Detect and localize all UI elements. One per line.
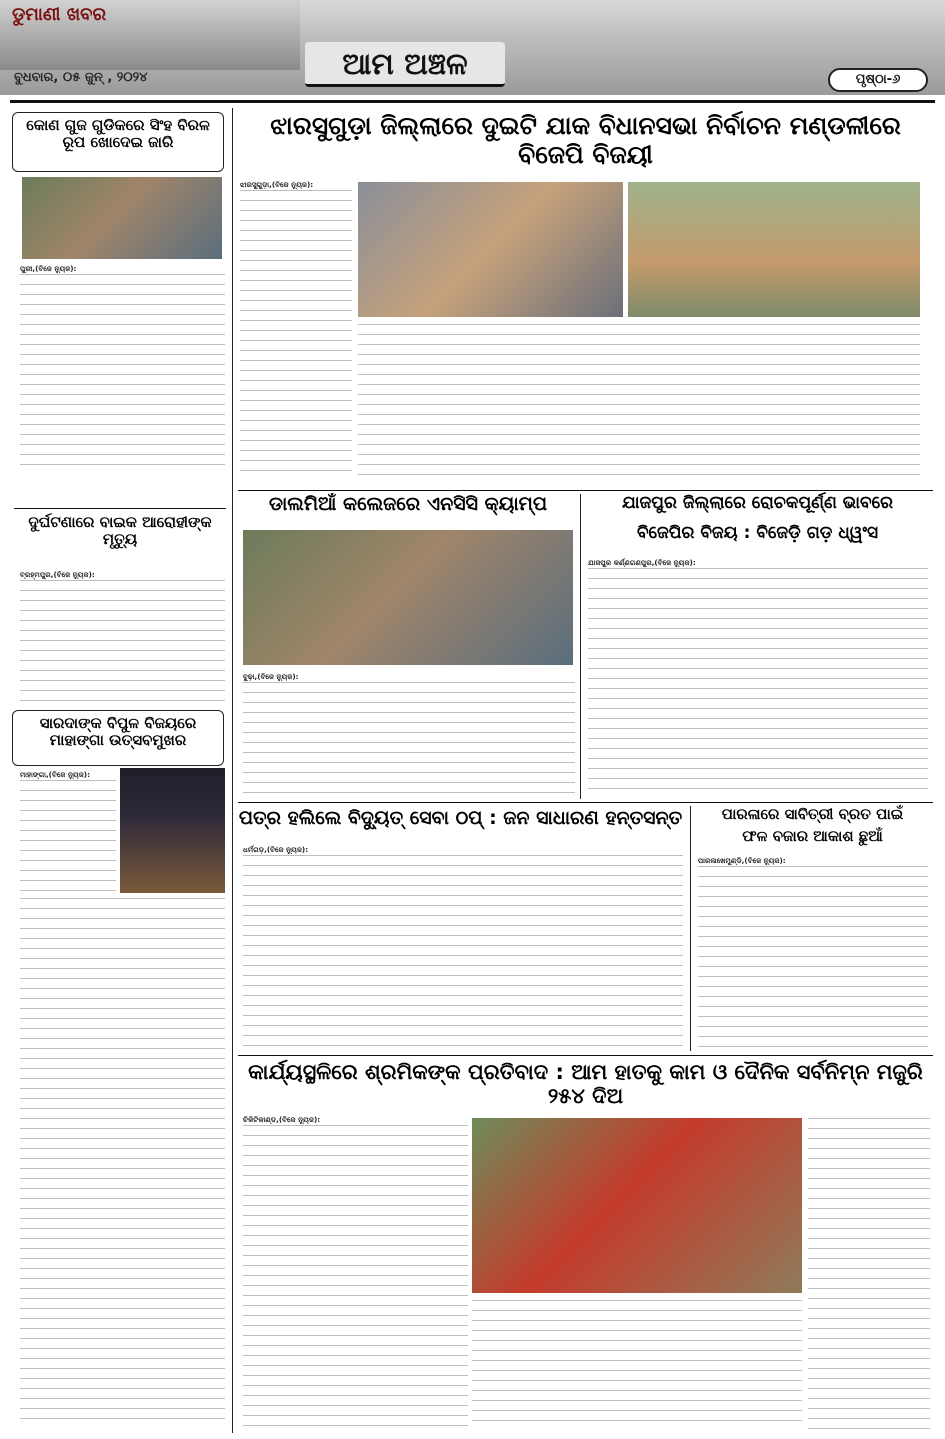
workers-story-photo bbox=[472, 1118, 802, 1293]
power-story-byline: ଧର୍ମଗଡ଼,(ବିଜେ ନ୍ୟୁଜ): bbox=[243, 845, 309, 854]
workers-story-body-1 bbox=[243, 1115, 468, 1430]
ncc-story-photo bbox=[243, 530, 573, 665]
left-story3-text-lines-top bbox=[20, 780, 116, 895]
ncc-story-headline: ଡାଲମିଆଁ କଲେଜରେ ଏନସିସି କ୍ୟାମ୍ପ bbox=[268, 493, 548, 515]
savitri-story-headline-1: ପାରଳାରେ ସାବିତ୍ରୀ ବ୍ରତ ପାଇଁ bbox=[721, 805, 904, 823]
power-story-body bbox=[243, 845, 683, 1050]
left-story3-byline: ମାହାଙ୍ଗା,(ବିଜେ ନ୍ୟୁଜ): bbox=[20, 770, 90, 779]
left-story2-byline: ବ୍ରହ୍ମପୁର,(ବିଜେ ନ୍ୟୁଜ): bbox=[20, 570, 95, 579]
jajpur-story-text-lines bbox=[588, 568, 928, 798]
workers-story-headline: କାର୍ଯ୍ୟସ୍ଥଳିରେ ଶ୍ରମିକଙ୍କ ପ୍ରତିବାଦ : ଆମ ହାତକୁ କାମ ଓ ଦୈନିକ ସର୍ବନିମ୍ନ ମଜୁରି ୨୫୪ ଦିଅ bbox=[248, 1060, 923, 1109]
left-story1-text-lines bbox=[20, 274, 225, 474]
workers-story-text-lines-2 bbox=[472, 1300, 802, 1430]
jajpur-story-body bbox=[588, 558, 928, 798]
column-divider-2 bbox=[580, 494, 581, 799]
left-story3-headline-box bbox=[12, 710, 224, 766]
left-story3-body-top bbox=[20, 770, 116, 895]
left-story3-photo bbox=[120, 768, 225, 893]
left-story1-body bbox=[20, 264, 225, 474]
left-story3-headline: ସାରଦାଙ୍କ ବିପୁଳ ବିଜୟରେ ମାହାଙ୍ଗା ଉତ୍ସବମୁଖର bbox=[39, 714, 197, 750]
top-story-text-lines-1 bbox=[240, 190, 352, 480]
left-story3-body bbox=[20, 898, 225, 1428]
ncc-story-byline: ବୁଢ଼ା,(ବିଜେ ନ୍ୟୁଜ): bbox=[243, 672, 299, 681]
top-story-headline: ଝାରସୁଗୁଡ଼ା ଜିଲ୍ଲାରେ ଦୁଇଟି ଯାକ ବିଧାନସଭା ନିର୍ବାଚନ ମଣ୍ଡଳୀରେ ବିଜେପି ବିଜୟୀ bbox=[270, 111, 901, 169]
rule-before-workers-story bbox=[238, 1055, 933, 1056]
top-story-body-lead bbox=[240, 180, 352, 480]
jajpur-story-byline: ଯାଜପୁର କର୍ଣ୍ଣଗଣପୁର,(ବିଜେ ନ୍ୟୁଜ): bbox=[588, 558, 696, 567]
rule-after-top-story bbox=[238, 490, 933, 491]
jajpur-story-headline-1: ଯାଜପୁର ଜିଲ୍ଲାରେ ରୋଚକପୂର୍ଣ୍ଣ ଭାବରେ bbox=[621, 493, 894, 513]
column-divider-3 bbox=[690, 806, 691, 1051]
masthead-rule bbox=[10, 100, 935, 103]
left-story1-headline-box bbox=[12, 112, 224, 172]
left-rule-1 bbox=[14, 508, 226, 509]
left-story1-photo bbox=[22, 177, 222, 259]
ncc-story-body bbox=[243, 672, 575, 797]
top-story-photo-2 bbox=[628, 182, 920, 317]
savitri-story-byline: ପାରଳାଖେମୁଣ୍ଡି,(ବିଜେ ନ୍ୟୁଜ): bbox=[698, 856, 786, 865]
power-story-text-lines bbox=[243, 855, 683, 1050]
page-number-badge: ପୃଷ୍ଠା-୬ bbox=[828, 68, 928, 92]
left-story2-body bbox=[20, 570, 225, 705]
workers-story-byline: ଚିକିଟିକାଣ୍ଡ,(ବିଜେ ନ୍ୟୁଜ): bbox=[243, 1115, 321, 1124]
paper-name: ଡୁମାଣୀ ଖବର bbox=[12, 4, 107, 25]
left-story1-headline: କୋଣ ଗୁଜ ଗୁଡିକରେ ସିଂହ ବିରଳ ରୂପ ଖୋଦେଇ ଜାରି bbox=[26, 116, 210, 152]
left-story3-text-lines bbox=[20, 898, 225, 1428]
jajpur-story-headline-2: ବିଜେପିର ବିଜୟ : ବିଜେଡ଼ି ଗଡ଼ ଧ୍ୱଂସ bbox=[636, 523, 879, 543]
top-story-text-lines-2 bbox=[358, 324, 920, 484]
savitri-story-body bbox=[698, 856, 928, 1051]
left-story2-headline: ଦୁର୍ଘଟଣାରେ ବାଇକ ଆରୋହୀଙ୍କ ମୃତ୍ୟୁ bbox=[28, 513, 212, 549]
column-divider bbox=[232, 108, 233, 1433]
top-story-photo-1 bbox=[358, 182, 623, 317]
power-story-headline: ପତ୍ର ହଲିଲେ ବିଦ୍ୟୁତ୍ ସେବା ଠପ୍ : ଜନ ସାଧାରଣ ହନ୍ତସନ୍ତ bbox=[238, 807, 683, 829]
savitri-story-text-lines bbox=[698, 866, 928, 1051]
left-story2-text-lines bbox=[20, 580, 225, 705]
savitri-story-headline-2: ଫଳ ବଜାର ଆକାଶ ଛୁଆଁ bbox=[742, 827, 883, 845]
workers-story-text-lines-1 bbox=[243, 1125, 468, 1430]
top-story-byline: ଝାରସୁଗୁଡ଼ା,(ବିଜେ ନ୍ୟୁଜ): bbox=[240, 180, 314, 189]
left-story1-byline: ପୁରୀ,(ବିଜେ ନ୍ୟୁଜ): bbox=[20, 264, 77, 273]
section-title: ଆମ ଅଞ୍ଚଳ bbox=[305, 42, 505, 87]
rule-after-mid-stories bbox=[238, 802, 933, 803]
workers-story-text-lines-3 bbox=[808, 1118, 930, 1430]
issue-date: ବୁଧବାର, ୦୫ ଜୁନ୍ , ୨୦୨୪ bbox=[14, 70, 148, 85]
ncc-story-text-lines bbox=[243, 682, 575, 797]
